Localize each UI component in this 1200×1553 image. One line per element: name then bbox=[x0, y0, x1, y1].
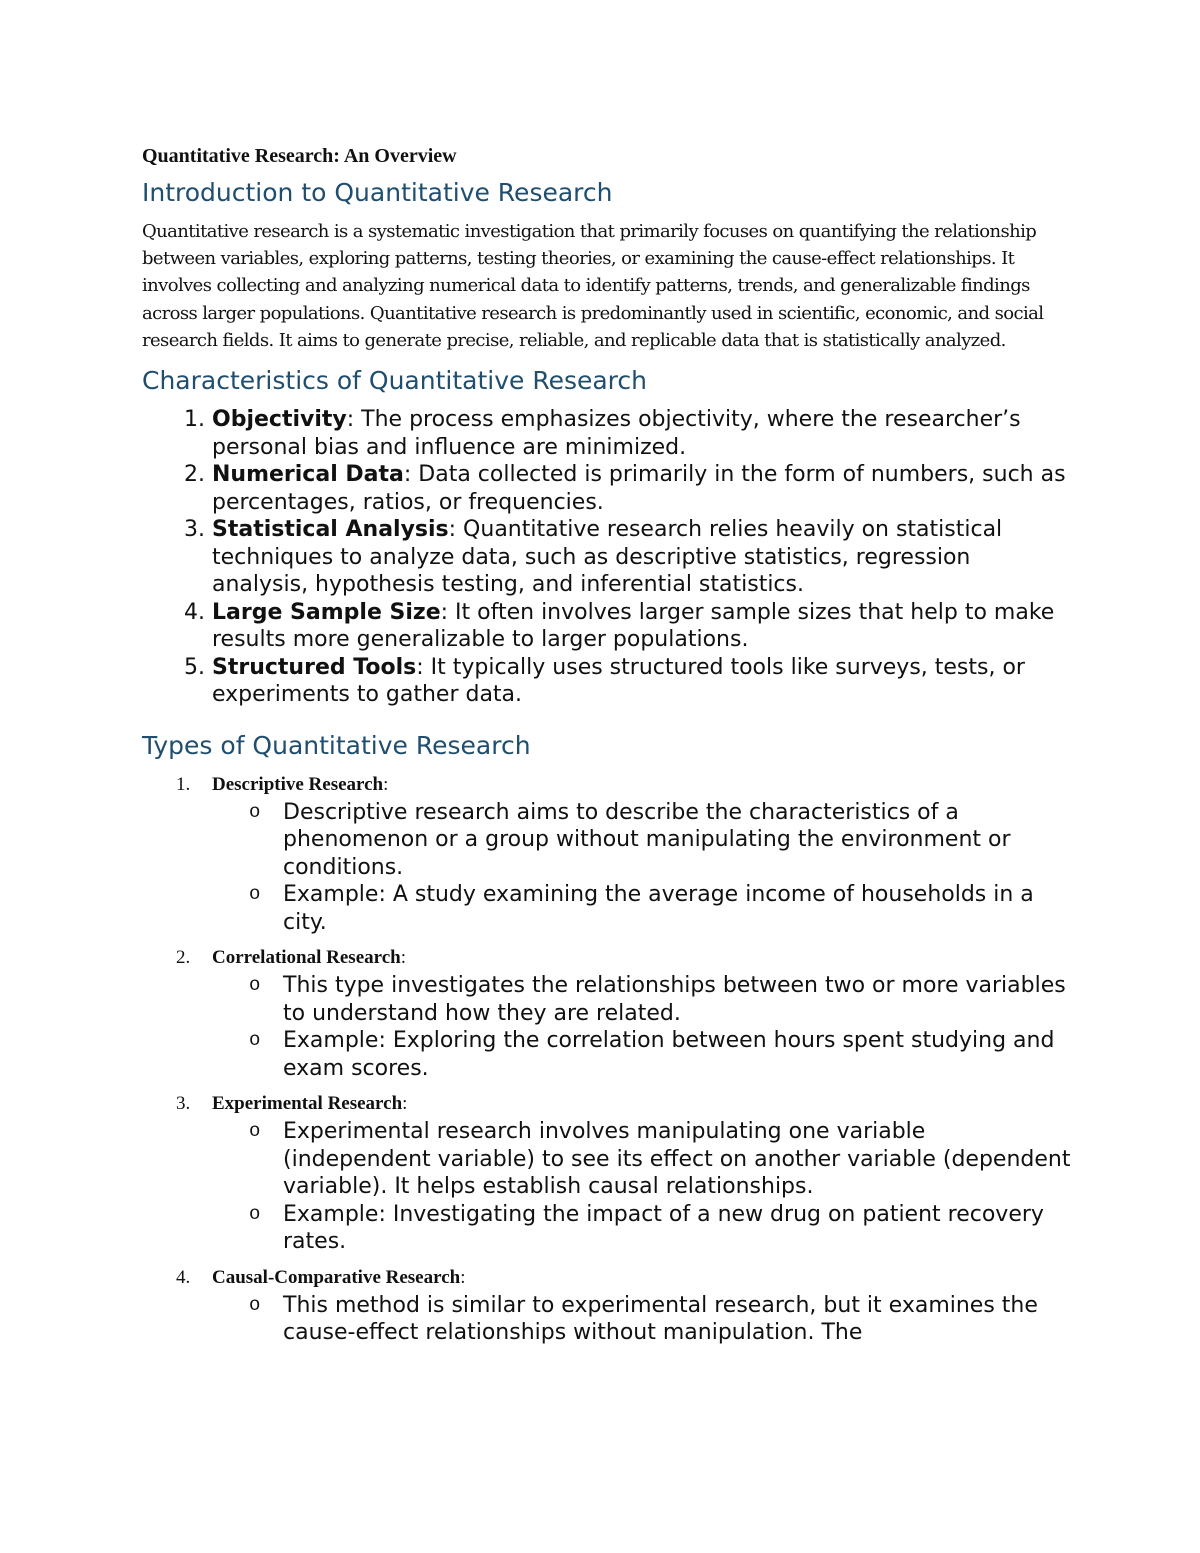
characteristic-term: Objectivity bbox=[212, 407, 347, 433]
type-name: Correlational Research bbox=[212, 947, 401, 969]
characteristic-term: Statistical Analysis bbox=[212, 517, 449, 543]
list-item bbox=[142, 881, 1072, 936]
type-suffix: : bbox=[383, 773, 389, 795]
type-suffix: : bbox=[400, 947, 407, 969]
characteristic-text: : The process emphasizes objectivity, where the researcher’s personal bias and influence are minimized. bbox=[212, 407, 1021, 460]
characteristic-text: : It typically uses structured tools like surveys, tests, or experiments to gather data. bbox=[212, 654, 1025, 708]
characteristic-item bbox=[212, 654, 1072, 709]
type-name: Descriptive Research bbox=[212, 773, 384, 795]
intro-paragraph: Quantitative research is a systematic investigation that primarily focuses on quantifying the relationship between variables, exploring patterns, testing theories, or examining the cause-effect relationships. It involves collecting and analyzing numerical data to identify patterns, trends, and generalizable findings across larger populations. Quantitative research is predominantly used in scientific, economic, and social research fields. It aims to generate precise, reliable, and replicable data that is statistically analyzed. bbox=[142, 221, 1044, 351]
hollow-bullet-icon: o bbox=[249, 1029, 261, 1052]
type-item-correlational bbox=[142, 944, 1072, 1082]
characteristic-item bbox=[212, 406, 1072, 461]
type-item-causal-comparative bbox=[142, 1264, 1072, 1347]
point-text: Example: Exploring the correlation between hours spent studying and exam scores. bbox=[283, 1028, 1055, 1081]
type-suffix: : bbox=[460, 1266, 466, 1288]
characteristics-list bbox=[142, 406, 1072, 709]
type-number: 1. bbox=[176, 773, 191, 795]
list-item bbox=[142, 972, 1072, 1027]
point-text: Descriptive research aims to describe the characteristics of a phenomenon or a group without manipulating the environment or conditions. bbox=[283, 799, 1011, 880]
type-number: 4. bbox=[176, 1266, 191, 1288]
type-item-experimental bbox=[142, 1090, 1072, 1256]
characteristic-term: Numerical Data bbox=[212, 462, 404, 488]
characteristic-item bbox=[212, 461, 1072, 516]
characteristic-item bbox=[212, 516, 1072, 599]
type-number: 3. bbox=[176, 1093, 191, 1115]
type-item-descriptive bbox=[142, 771, 1072, 937]
type-points bbox=[142, 1292, 1072, 1347]
characteristic-term: Structured Tools bbox=[212, 654, 417, 680]
type-points bbox=[142, 972, 1072, 1082]
type-heading bbox=[142, 1090, 1072, 1118]
document-title: Quantitative Research: An Overview bbox=[142, 145, 457, 167]
type-name: Causal-Comparative Research bbox=[212, 1266, 461, 1288]
list-item bbox=[142, 1027, 1072, 1082]
characteristic-text: : Quantitative research relies heavily on statistical techniques to analyze data, such as descriptive statistics, regression analysis, hypothesis testing, and inferential statistics. bbox=[212, 517, 1003, 598]
document-body bbox=[142, 142, 1072, 1355]
hollow-bullet-icon: o bbox=[249, 974, 261, 997]
hollow-bullet-icon: o bbox=[249, 883, 261, 906]
characteristics-heading: Characteristics of Quantitative Research bbox=[142, 366, 648, 396]
type-name: Experimental Research bbox=[212, 1093, 403, 1115]
point-text: This method is similar to experimental research, but it examines the cause-effect relationships without manipulation. The bbox=[283, 1292, 1038, 1346]
type-points bbox=[142, 799, 1072, 937]
list-item bbox=[142, 1118, 1072, 1201]
characteristic-item bbox=[212, 599, 1072, 654]
hollow-bullet-icon: o bbox=[249, 800, 261, 823]
characteristic-text: : Data collected is primarily in the form of numbers, such as percentages, ratios, or frequencies. bbox=[212, 462, 1066, 515]
type-suffix: : bbox=[402, 1093, 408, 1115]
hollow-bullet-icon: o bbox=[249, 1202, 261, 1225]
type-heading bbox=[142, 1264, 1072, 1292]
types-list bbox=[142, 771, 1072, 1347]
point-text: Example: Investigating the impact of a new drug on patient recovery rates. bbox=[283, 1201, 1044, 1255]
type-heading bbox=[142, 944, 1072, 972]
point-text: This type investigates the relationships between two or more variables to understand how they are related. bbox=[283, 973, 1066, 1026]
type-number: 2. bbox=[176, 947, 191, 969]
list-item bbox=[142, 799, 1072, 882]
point-text: Example: A study examining the average income of households in a city. bbox=[283, 882, 1034, 935]
list-item bbox=[142, 1292, 1072, 1347]
hollow-bullet-icon: o bbox=[249, 1293, 261, 1316]
characteristic-term: Large Sample Size bbox=[212, 599, 441, 625]
hollow-bullet-icon: o bbox=[249, 1120, 261, 1143]
types-heading: Types of Quantitative Research bbox=[142, 730, 531, 760]
type-points bbox=[142, 1118, 1072, 1256]
point-text: Experimental research involves manipulating one variable (independent variable) to see its effect on another variable (dependent variable). It helps establish causal relationships. bbox=[283, 1119, 1071, 1200]
type-heading bbox=[142, 771, 1072, 799]
intro-heading: Introduction to Quantitative Research bbox=[142, 178, 613, 207]
characteristic-text: : It often involves larger sample sizes that help to make results more generalizable to larger populations. bbox=[212, 599, 1055, 653]
list-item bbox=[142, 1201, 1072, 1256]
